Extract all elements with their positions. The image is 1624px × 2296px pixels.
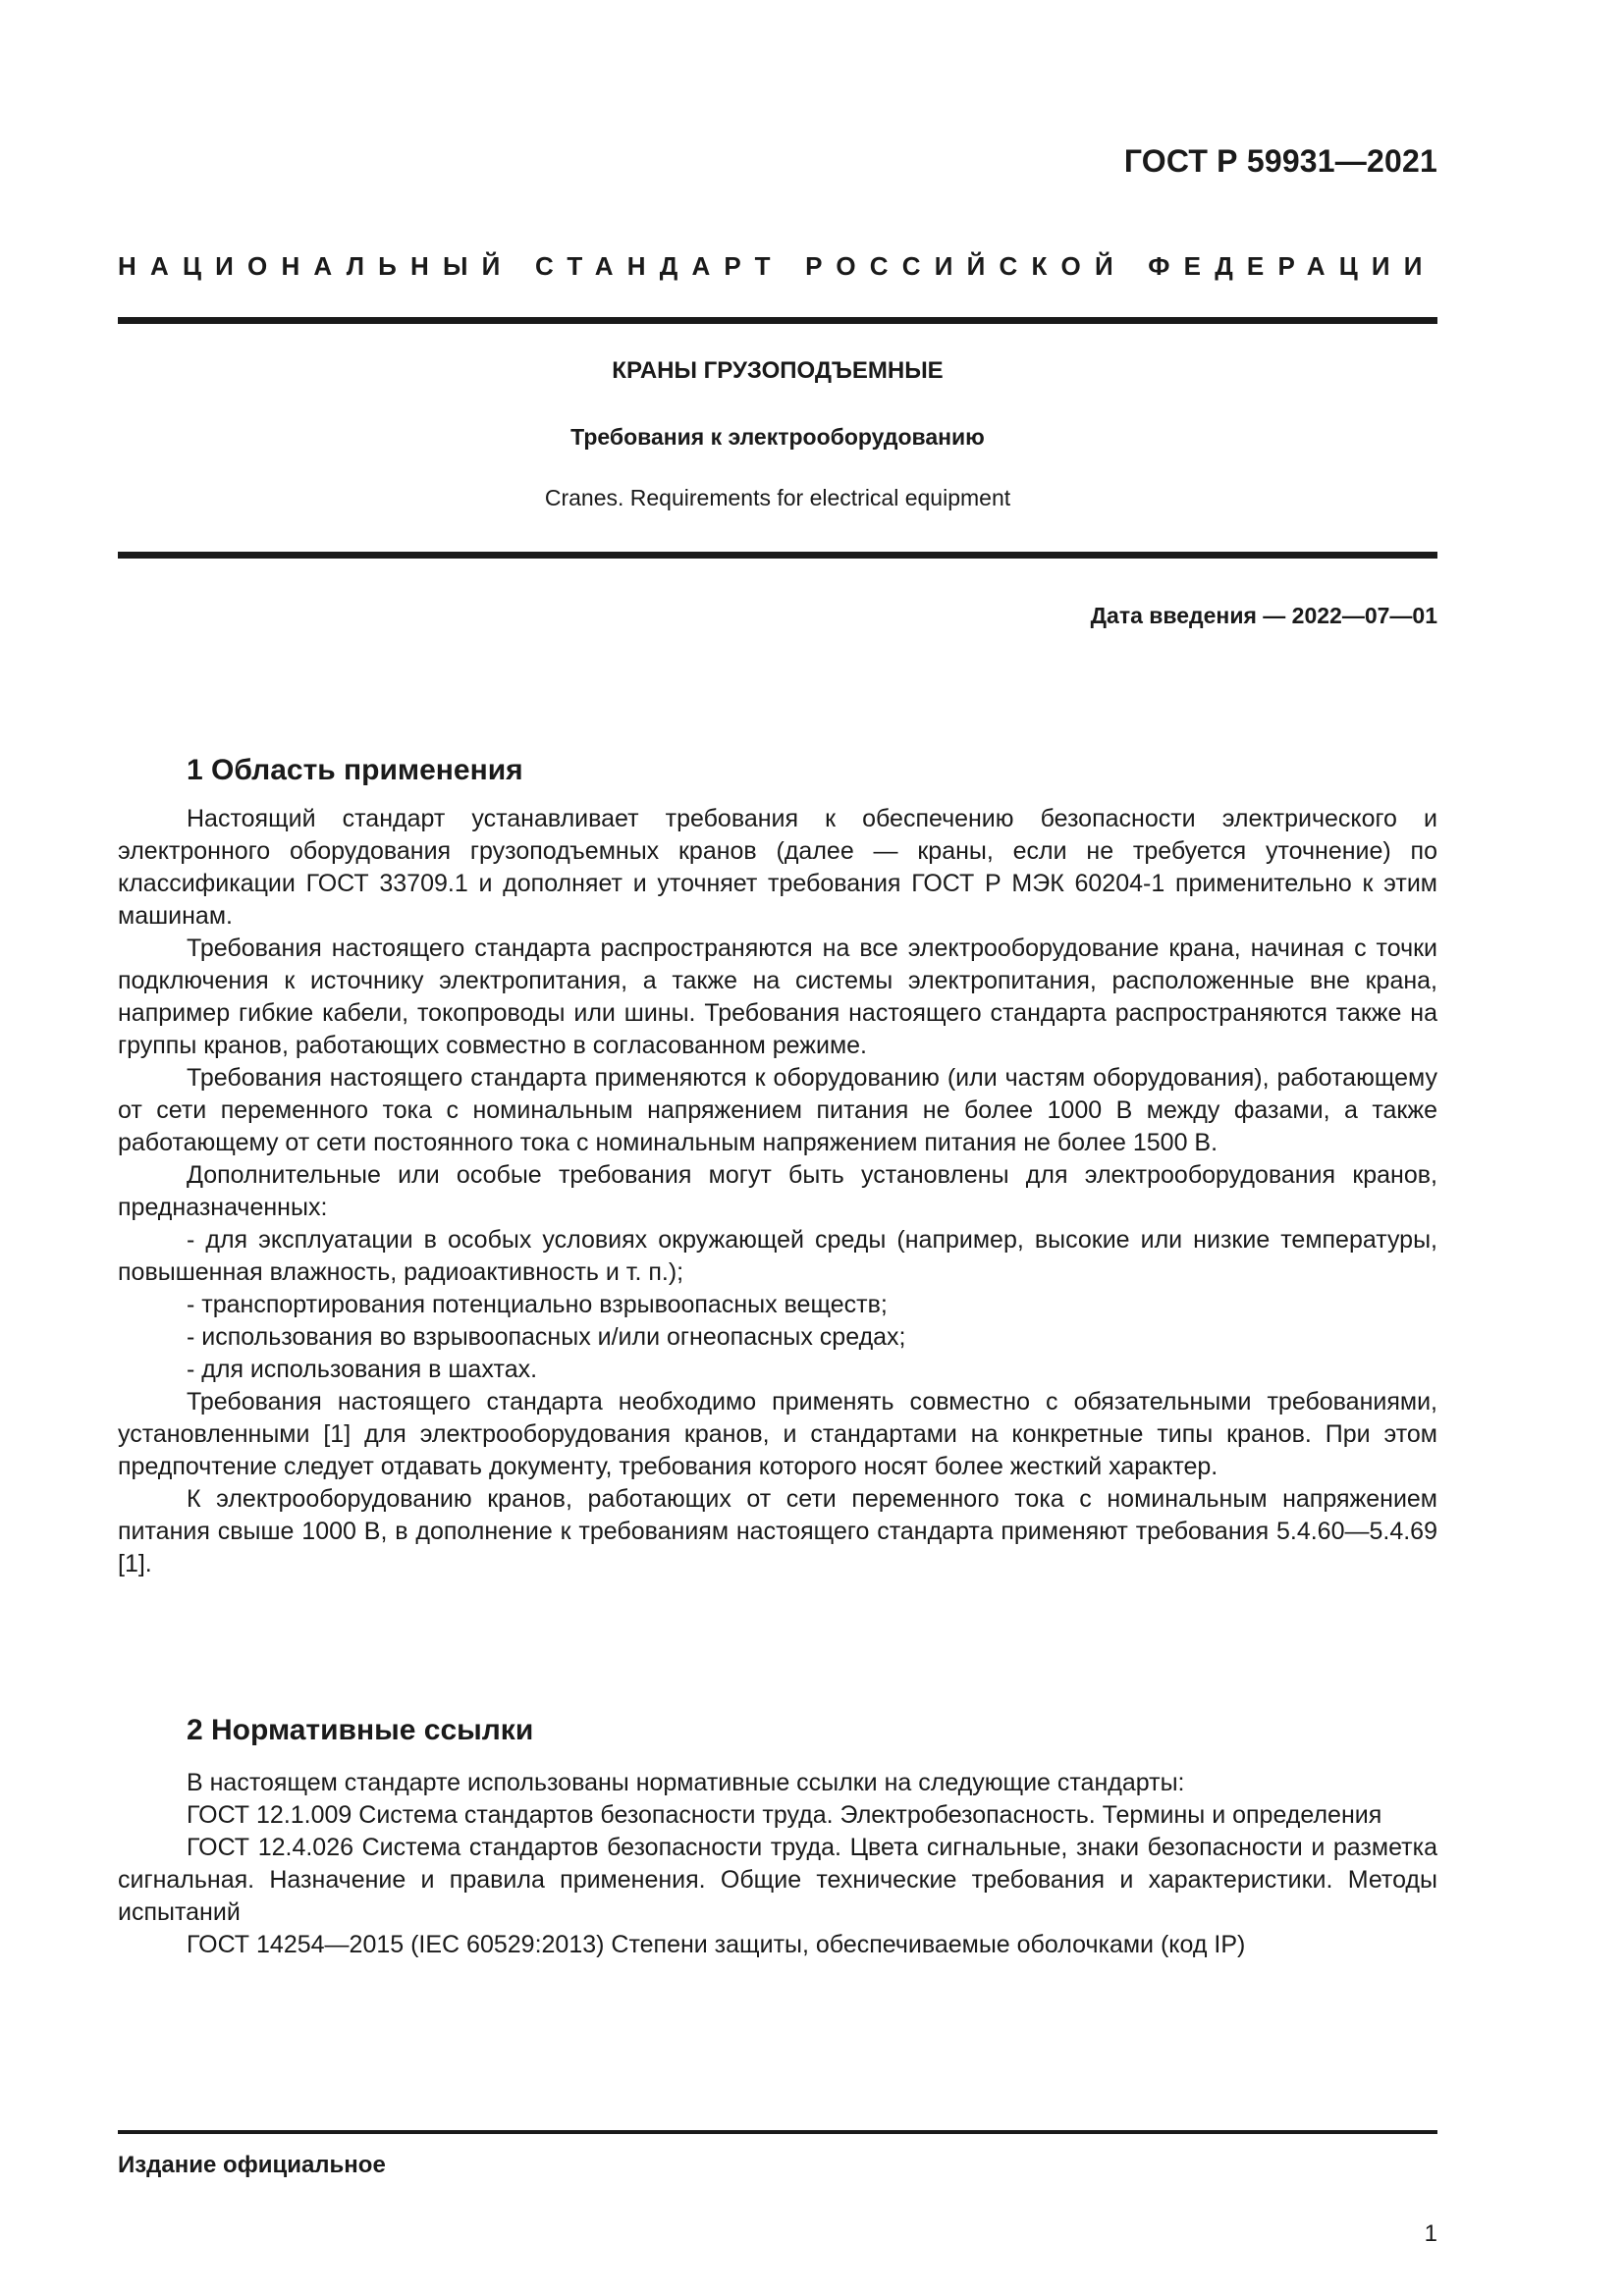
- paragraph: Требования настоящего стандарта необходимо применять совместно с обязательными требованиями, установленными [1] для электрооборудования кранов, и стандартами на конкретные типы кранов. При этом предпочтение следует отдавать документу, требования которого носят более жесткий характер.: [118, 1388, 1437, 1480]
- section-heading-normative-references: 2 Нормативные ссылки: [187, 1714, 534, 1746]
- section-heading-scope: 1 Область применения: [187, 754, 523, 786]
- list-item: - транспортирования потенциально взрывоопасных веществ;: [187, 1291, 888, 1318]
- footer-rule: [118, 2130, 1437, 2134]
- paragraph: К электрооборудованию кранов, работающих от сети переменного тока с номинальным напряжением питания свыше 1000 В, в дополнение к требованиям настоящего стандарта применяют требования 5.4.60—5.4.69 [1].: [118, 1485, 1437, 1577]
- list-item: - использования во взрывоопасных и/или огнеопасных средах;: [187, 1323, 906, 1351]
- document-subtitle: Требования к электрооборудованию: [570, 424, 985, 450]
- page-number: 1: [1424, 2220, 1437, 2247]
- paragraph: Требования настоящего стандарта применяются к оборудованию (или частям оборудования), работающему от сети переменного тока с номинальным напряжением питания не более 1000 В между фазами, а также работающему от сети постоянного тока с номинальным напряжением питания не более 1500 В.: [118, 1064, 1437, 1156]
- top-rule: [118, 317, 1437, 324]
- list-item: - для эксплуатации в особых условиях окружающей среды (например, высокие или низкие температуры, повышенная влажность, радиоактивность и т. п.);: [118, 1226, 1437, 1286]
- official-edition-label: Издание официальное: [118, 2152, 386, 2178]
- reference-item: ГОСТ 14254—2015 (IEC 60529:2013) Степени защиты, обеспечиваемые оболочками (код IP): [187, 1931, 1246, 1958]
- document-title-english: Cranes. Requirements for electrical equipment: [544, 485, 1011, 510]
- reference-item: ГОСТ 12.1.009 Система стандартов безопасности труда. Электробезопасность. Термины и определения: [187, 1801, 1382, 1829]
- section-scope: [118, 752, 1437, 1580]
- list-item: - для использования в шахтах.: [187, 1356, 538, 1383]
- introduction-date: Дата введения — 2022—07—01: [1090, 603, 1437, 628]
- section-normative-references: [118, 1712, 1437, 1961]
- paragraph: В настоящем стандарте использованы нормативные ссылки на следующие стандарты:: [187, 1769, 1185, 1796]
- paragraph: Требования настоящего стандарта распространяются на все электрооборудование крана, начиная с точки подключения к источнику электропитания, а также на системы электропитания, расположенные вне крана, например гибкие кабели, токопроводы или шины. Требования настоящего стандарта распространяются также на группы кранов, работающих совместно в согласованном режиме.: [118, 934, 1437, 1059]
- national-standard-banner: НАЦИОНАЛЬНЫЙ СТАНДАРТ РОССИЙСКОЙ ФЕДЕРАЦИИ: [118, 251, 1436, 281]
- paragraph: Настоящий стандарт устанавливает требования к обеспечению безопасности электрического и электронного оборудования грузоподъемных кранов (далее — краны, если не требуется уточнение) по классификации ГОСТ 33709.1 и дополняет и уточняет требования ГОСТ Р МЭК 60204-1 применительно к этим машинам.: [118, 805, 1437, 930]
- reference-item: ГОСТ 12.4.026 Система стандартов безопасности труда. Цвета сигнальные, знаки безопасности и разметка сигнальная. Назначение и правила применения. Общие технические требования и характеристики. Методы испытаний: [118, 1834, 1437, 1926]
- title-bottom-rule: [118, 552, 1437, 559]
- paragraph: Дополнительные или особые требования могут быть установлены для электрооборудования кранов, предназначенных:: [118, 1161, 1437, 1221]
- document-title: КРАНЫ ГРУЗОПОДЪЕМНЫЕ: [612, 357, 944, 384]
- document-code: ГОСТ Р 59931—2021: [1123, 143, 1437, 179]
